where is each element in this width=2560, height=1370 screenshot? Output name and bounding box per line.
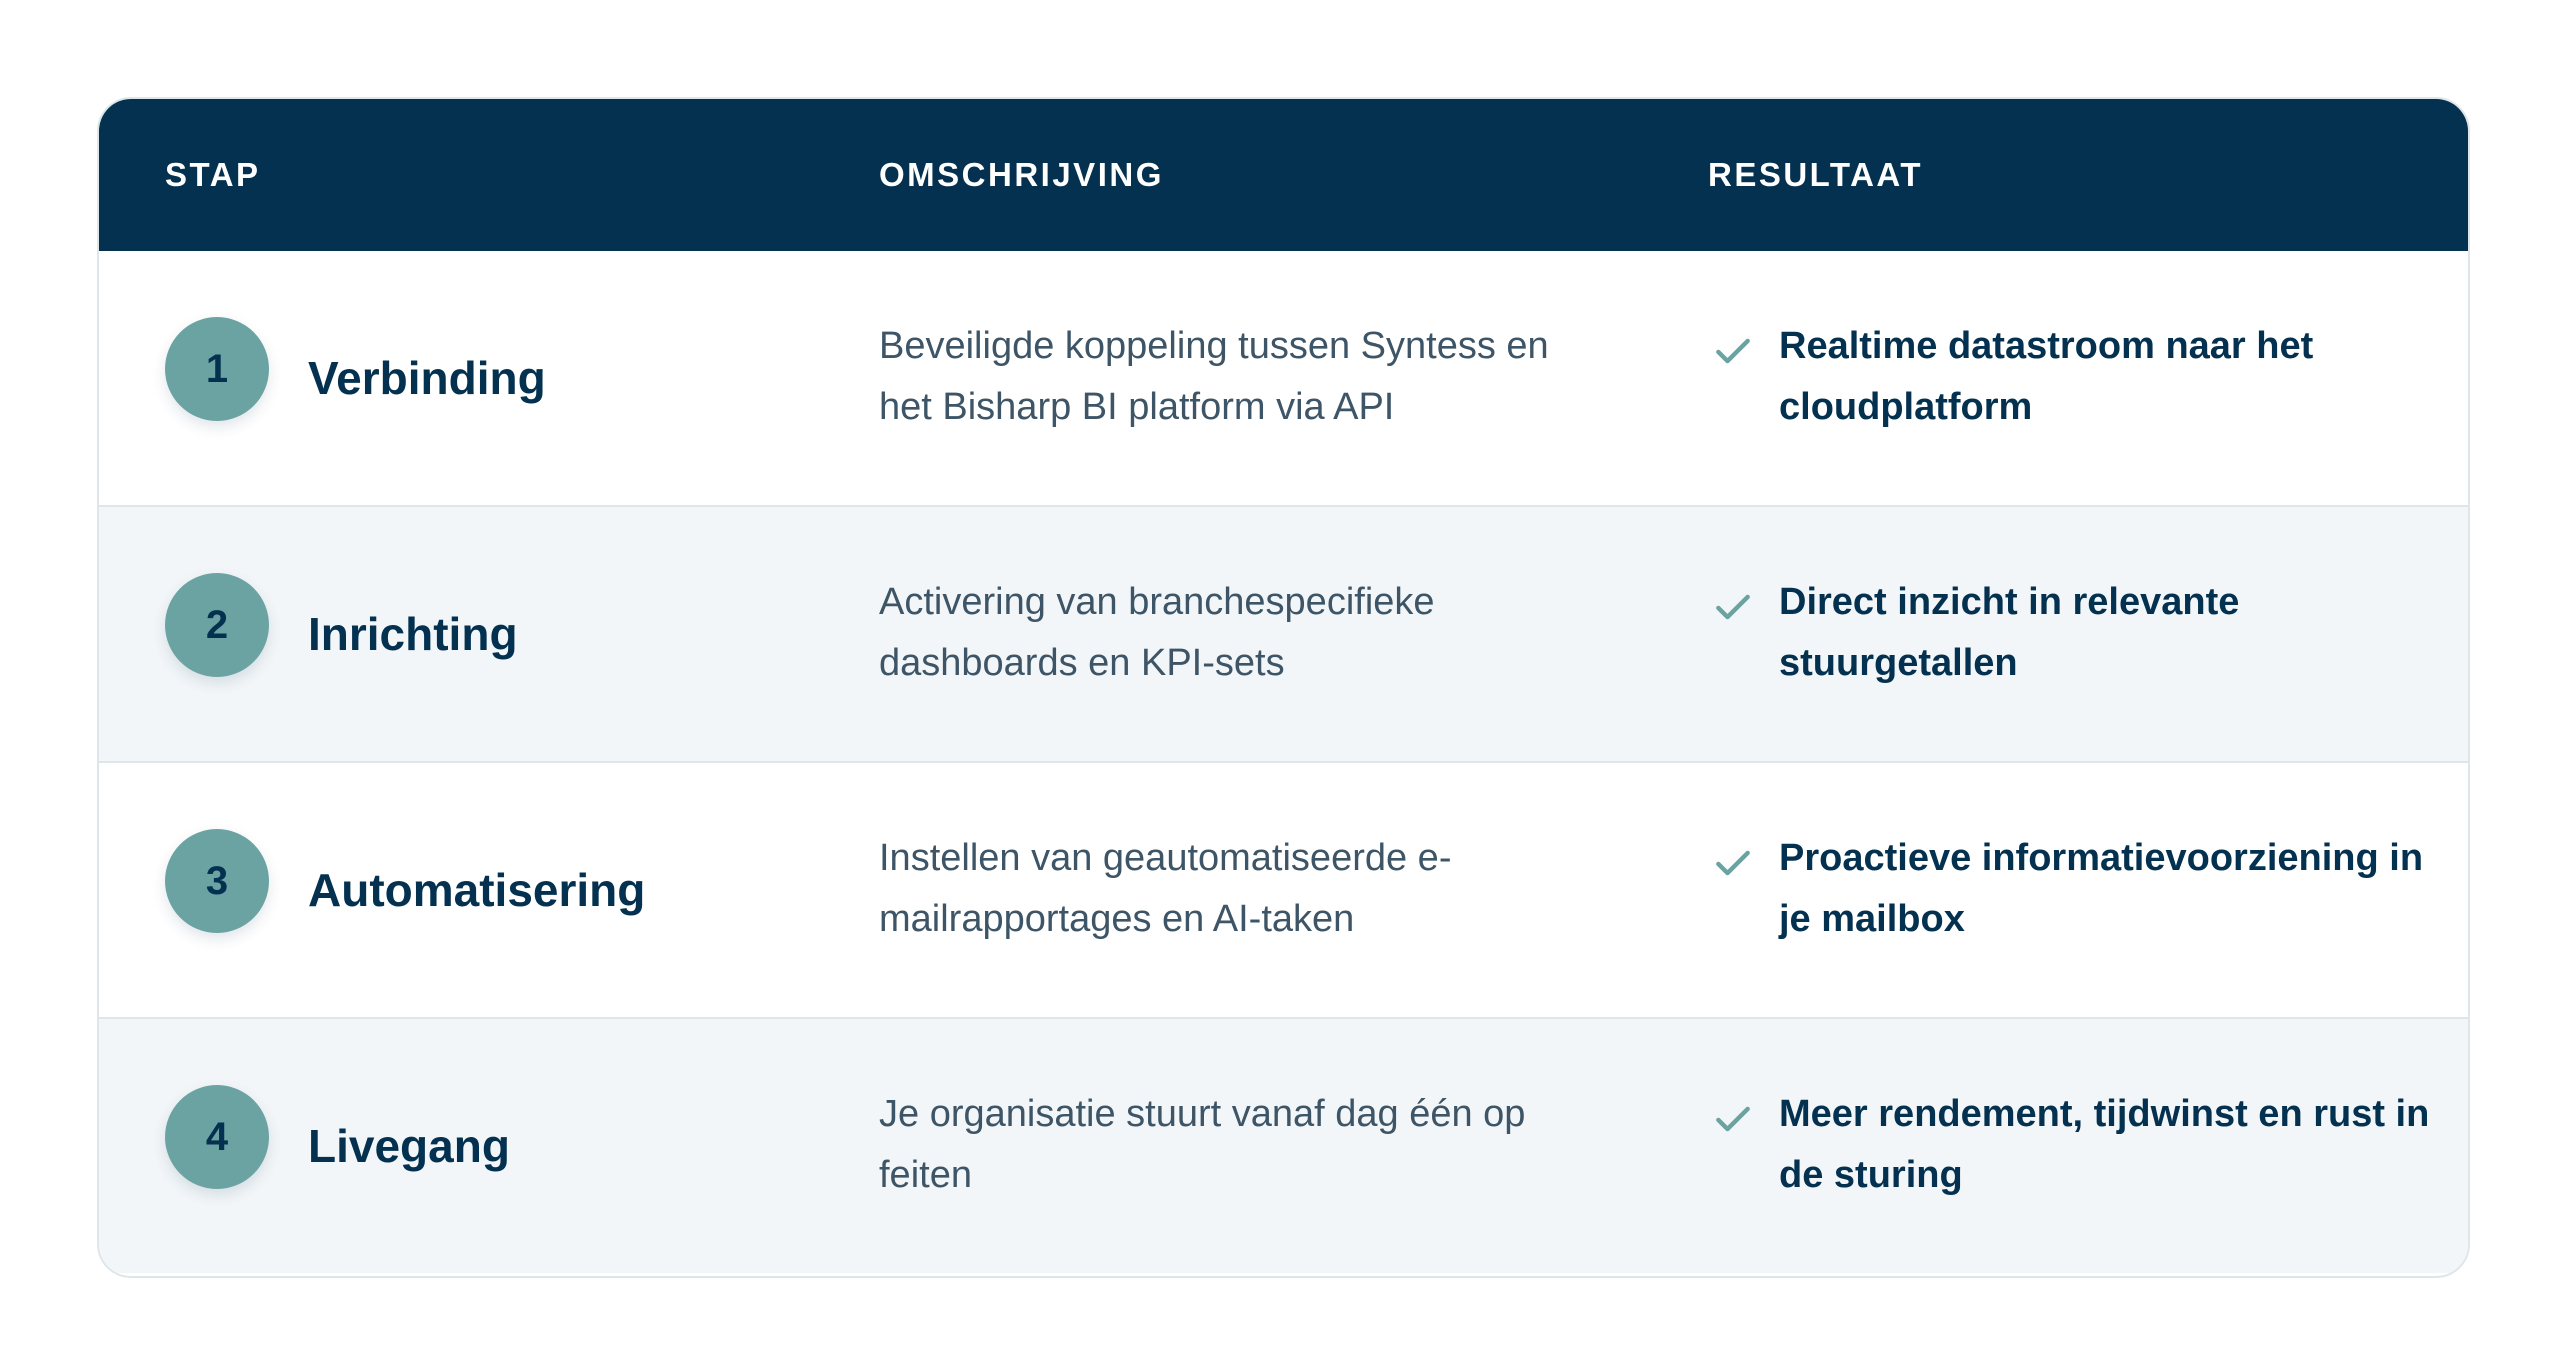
step-number-badge: 3	[165, 829, 269, 933]
step-title: Inrichting	[308, 608, 518, 660]
table-row	[99, 761, 2468, 1017]
step-title: Livegang	[308, 1120, 510, 1172]
step-description: Activering van branchespecifieke dashboards en KPI-sets	[879, 581, 1435, 684]
check-icon	[1711, 841, 1755, 885]
check-icon	[1711, 585, 1755, 629]
table-header	[99, 99, 2468, 251]
step-description: Instellen van geautomatiseerde e-mailrapportages en AI-taken	[879, 837, 1452, 940]
table-row	[99, 251, 2468, 505]
step-description: Je organisatie stuurt vanaf dag één op feiten	[879, 1093, 1526, 1196]
table-row	[99, 505, 2468, 761]
step-number-badge: 2	[165, 573, 269, 677]
step-result: Direct inzicht in relevante stuurgetallen	[1779, 581, 2240, 684]
table-row	[99, 1017, 2468, 1273]
step-title: Automatisering	[308, 864, 646, 916]
onboarding-steps-table	[97, 97, 2470, 1278]
step-number-badge: 1	[165, 317, 269, 421]
check-icon	[1711, 1097, 1755, 1141]
header-step: STAP	[165, 156, 261, 193]
step-description: Beveiligde koppeling tussen Syntess en het Bisharp BI platform via API	[879, 325, 1549, 428]
check-icon	[1711, 329, 1755, 373]
step-result: Realtime datastroom naar het cloudplatform	[1779, 325, 2314, 428]
step-number-badge: 4	[165, 1085, 269, 1189]
step-result: Proactieve informatievoorziening in je mailbox	[1779, 837, 2424, 940]
step-result: Meer rendement, tijdwinst en rust in de sturing	[1779, 1093, 2430, 1196]
header-result: RESULTAAT	[1708, 156, 1923, 193]
step-title: Verbinding	[308, 352, 546, 404]
header-description: OMSCHRIJVING	[879, 156, 1164, 193]
